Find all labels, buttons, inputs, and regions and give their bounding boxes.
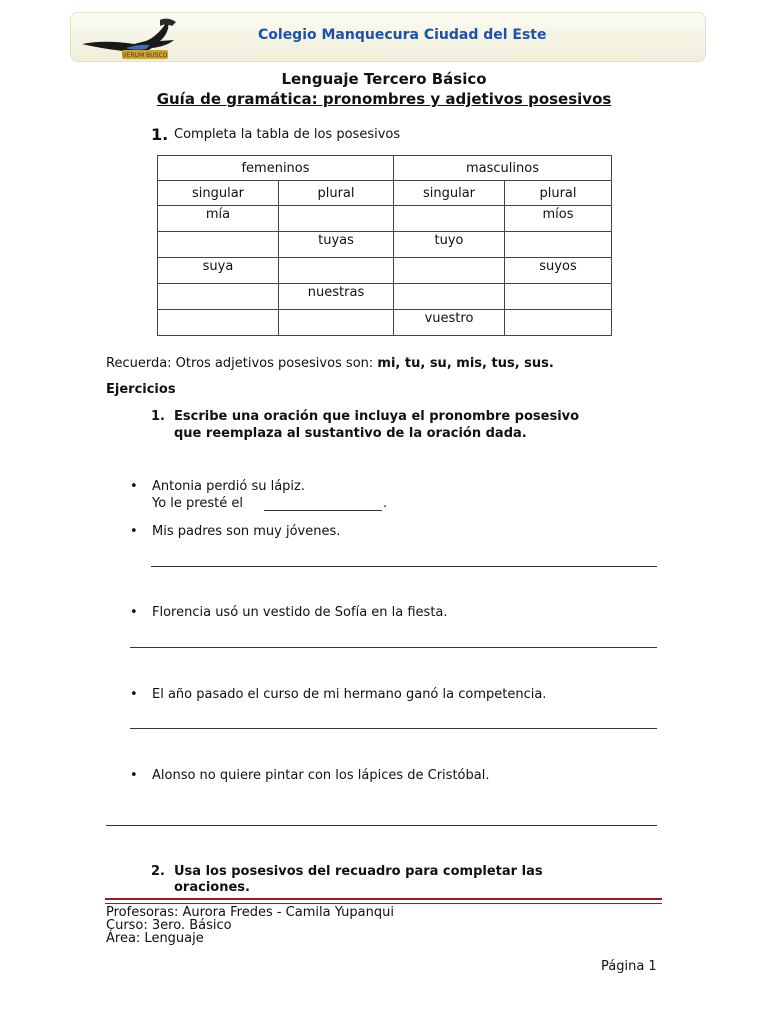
bullet: • bbox=[130, 479, 138, 494]
answer-line[interactable] bbox=[106, 825, 657, 826]
table-row bbox=[158, 284, 612, 310]
exercise1-number: 1. bbox=[151, 409, 165, 424]
page-subtitle: Guía de gramática: pronombres y adjetivos posesivos bbox=[156, 90, 612, 108]
answer-line[interactable] bbox=[130, 728, 657, 729]
item-sentence: El año pasado el curso de mi hermano ganó la competencia. bbox=[152, 687, 547, 702]
column-header: plural bbox=[505, 181, 612, 206]
table-cell[interactable] bbox=[394, 206, 505, 232]
table-cell[interactable] bbox=[158, 284, 279, 310]
table-cell[interactable] bbox=[505, 284, 612, 310]
table-cell[interactable]: míos bbox=[505, 206, 612, 232]
page-number: Página 1 bbox=[601, 959, 657, 974]
item-sentence: Alonso no quiere pintar con los lápices de Cristóbal. bbox=[152, 768, 490, 783]
table-cell[interactable]: nuestras bbox=[279, 284, 394, 310]
table-cell[interactable] bbox=[279, 258, 394, 284]
bullet: • bbox=[130, 687, 138, 702]
table-row bbox=[158, 258, 612, 284]
bullet: • bbox=[130, 524, 138, 539]
item-sentence: Florencia usó un vestido de Sofía en la fiesta. bbox=[152, 605, 448, 620]
table-row bbox=[158, 310, 612, 336]
reminder-words: mi, tu, su, mis, tus, sus. bbox=[377, 356, 554, 371]
column-header: plural bbox=[279, 181, 394, 206]
item-sentence: Mis padres son muy jóvenes. bbox=[152, 524, 341, 539]
table-row bbox=[158, 206, 612, 232]
table-cell[interactable]: tuyo bbox=[394, 232, 505, 258]
exercise1-line1: Escribe una oración que incluya el pronombre posesivo bbox=[174, 409, 580, 424]
table-cell[interactable]: tuyas bbox=[279, 232, 394, 258]
blank-period: . bbox=[383, 496, 388, 511]
footer-course: Curso: 3ero. Básico bbox=[106, 918, 232, 933]
table-cell[interactable] bbox=[505, 310, 612, 336]
reminder-prefix: Recuerda: Otros adjetivos posesivos son: bbox=[106, 356, 378, 371]
table-cell[interactable] bbox=[279, 310, 394, 336]
school-name: Colegio Manquecura Ciudad del Este bbox=[258, 27, 547, 43]
answer-blank[interactable] bbox=[264, 510, 382, 511]
exercises-heading: Ejercicios bbox=[106, 382, 176, 397]
table-cell[interactable]: vuestro bbox=[394, 310, 505, 336]
table-cell[interactable] bbox=[394, 258, 505, 284]
column-header: singular bbox=[158, 181, 279, 206]
footer-divider bbox=[105, 898, 662, 900]
exercise2-line2: oraciones. bbox=[174, 880, 250, 895]
svg-text:VERUM BUSCO: VERUM BUSCO bbox=[122, 52, 168, 59]
table-cell[interactable]: mía bbox=[158, 206, 279, 232]
table-row bbox=[158, 232, 612, 258]
answer-line[interactable] bbox=[130, 647, 657, 648]
section1-instruction: Completa la tabla de los posesivos bbox=[174, 127, 401, 142]
item-sentence: Antonia perdió su lápiz. bbox=[152, 479, 305, 494]
table-cell[interactable] bbox=[158, 310, 279, 336]
column-header: singular bbox=[394, 181, 505, 206]
group-header-masculinos: masculinos bbox=[394, 156, 612, 181]
table-cell[interactable] bbox=[279, 206, 394, 232]
table-cell[interactable]: suyos bbox=[505, 258, 612, 284]
answer-line[interactable] bbox=[151, 566, 657, 567]
eagle-logo-icon bbox=[76, 14, 188, 62]
page-title: Lenguaje Tercero Básico bbox=[281, 70, 487, 88]
table-cell[interactable] bbox=[505, 232, 612, 258]
table-cell[interactable] bbox=[394, 284, 505, 310]
exercise2-line1: Usa los posesivos del recuadro para completar las bbox=[174, 864, 543, 879]
table-cell[interactable] bbox=[158, 232, 279, 258]
table-group-header-row bbox=[158, 156, 612, 181]
possessives-table bbox=[157, 155, 612, 336]
exercise1-line2: que reemplaza al sustantivo de la oración dada. bbox=[174, 426, 527, 441]
table-cell[interactable]: suya bbox=[158, 258, 279, 284]
footer-area: Área: Lenguaje bbox=[106, 931, 204, 946]
bullet: • bbox=[130, 768, 138, 783]
item-second-line: Yo le presté el bbox=[152, 496, 243, 511]
group-header-femeninos: femeninos bbox=[158, 156, 394, 181]
footer-divider bbox=[105, 903, 662, 904]
reminder-text bbox=[106, 356, 554, 371]
table-column-header-row bbox=[158, 181, 612, 206]
section1-number: 1. bbox=[151, 125, 169, 144]
bullet: • bbox=[130, 605, 138, 620]
exercise2-number: 2. bbox=[151, 864, 165, 879]
footer-teachers: Profesoras: Aurora Fredes - Camila Yupanqui bbox=[106, 905, 394, 920]
